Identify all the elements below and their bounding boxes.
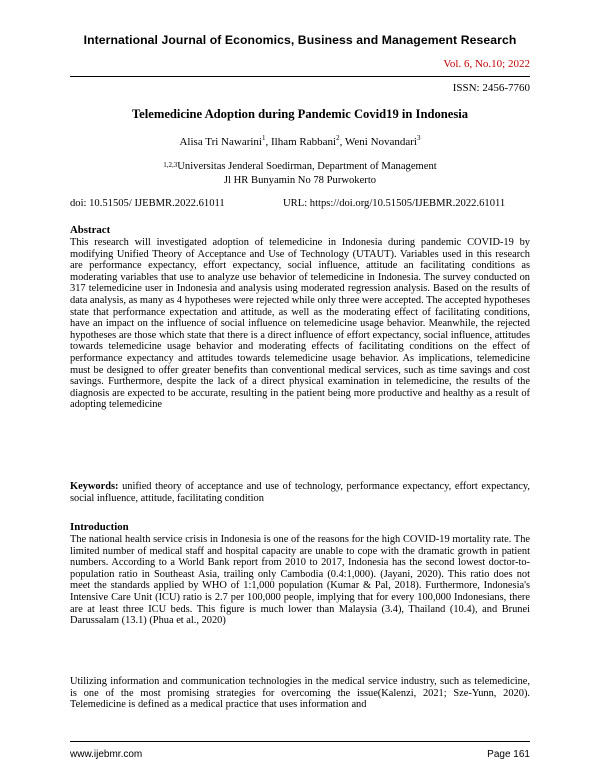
affiliation-line-2: Jl HR Bunyamin No 78 Purwokerto — [223, 175, 377, 186]
introduction-paragraph-1: The national health service crisis in Indonesia is one of the reasons for the high COVID-19 mortality rate. The limited number of medical staff and hospital capacity are unable to cope with the dramatic growth in patient numbers. According to a World Bank report from 2010 to 2017, Indonesia has the second lowest doctor-to-population ratio in Southeast Asia, trailing only Cambodia (0.4:1,000). (Jayani, 2020). This ratio does not meet the standards applied by WHO of 1:1,000 population (Kumar & Pal, 2018). Furthermore, Indonesia's Intensive Care Unit (ICU) ratio is 2.7 per 100,000 people, implying that for every 100,000 Indonesians, there are at least three ICU beds. This figure is much lower than Malaysia (3.4), Thailand (10.4), and Brunei Darussalam (13.1) (Phua et al., 2020) — [70, 534, 530, 627]
keywords-label: Keywords: — [70, 481, 119, 492]
author-list — [0, 136, 600, 148]
page-number: Page 161 — [487, 749, 530, 760]
header-divider — [70, 76, 530, 77]
footer-website-link[interactable]: www.ijebmr.com — [70, 749, 143, 760]
introduction-paragraph-2: Utilizing information and communication technologies in the medical service industry, such as telemedicine, is one of the most promising strategies for overcoming the issue(Kalenzi, 2021; Sze-Yunn, 2020). Telemedicine is defined as a medical practice that uses information and — [70, 676, 530, 711]
doi-url-link[interactable]: URL: https://doi.org/10.51505/IJEBMR.2022.61011 — [283, 198, 506, 209]
affiliation — [0, 160, 600, 188]
author-separator: , — [265, 136, 271, 148]
keywords — [70, 481, 530, 504]
author-name: Alisa Tri Nawarini — [179, 136, 262, 148]
author-name: Ilham Rabbani — [270, 136, 337, 148]
volume-issue: Vol. 6, No.10; 2022 — [443, 58, 530, 70]
doi: doi: 10.51505/ IJEBMR.2022.61011 — [70, 198, 225, 209]
author-sup: 3 — [417, 134, 421, 142]
author-sup: 1 — [261, 134, 266, 142]
issn: ISSN: 2456-7760 — [452, 82, 530, 94]
affiliation-sup: 1,2,3 — [163, 161, 178, 169]
abstract-heading: Abstract — [70, 224, 111, 236]
author-name: Weni Novandari — [344, 136, 417, 148]
keywords-text: unified theory of acceptance and use of technology, performance expectancy, effort expectancy, social influence, attitude, facilitating condition — [70, 481, 530, 504]
footer-divider — [70, 741, 530, 742]
journal-title: International Journal of Economics, Business and Management Research — [83, 33, 517, 47]
affiliation-line-1: Universitas Jenderal Soedirman, Department of Management — [177, 161, 437, 172]
introduction-heading: Introduction — [70, 521, 129, 533]
abstract-text: This research will investigated adoption of telemedicine in Indonesia during pandemic COVID-19 by modifying Unified Theory of Acceptance and Use of Technology (UTAUT). Variables used in this research are performance expectancy, effort expectancy, social influence, attitude an facilitating conditions as moderating variables that use to analyze use behavior of telemedicine in Indonesia. The survey conducted on 317 telemedicine user in Indonesia and analysis using moderated regression analysis. Based on the results of data analysis, as many as 4 hypotheses were rejected while only three were accepted. The accepted hypotheses state that performance expectation and attitude, as well as the moderating effect of facilitating conditions, have an impact on the influence of social influence on telemedicine usage behavior. Meanwhile, the rejected hypotheses are those which state that there is a direct influence of effort expectancy, social influence, attitudes towards telemedicine usage behavior and moderating effects of facilitating conditions on the effect of performance expectancy and attitudes towards telemedicine usage behavior. As implications, telemedicine must be designed to offer greater benefits than conventional medical services, such as time savings and cost savings. Furthermore, despite the lack of a direct physical examination in telemedicine, the results of the diagnosis are expected to be accurate, resulting in the patient being more productive and healthy as a result of adopting telemedicine — [70, 237, 530, 411]
paper-title: Telemedicine Adoption during Pandemic Covid19 in Indonesia — [131, 107, 469, 121]
author-sup: 2 — [336, 134, 340, 142]
author-separator: , — [339, 136, 345, 148]
